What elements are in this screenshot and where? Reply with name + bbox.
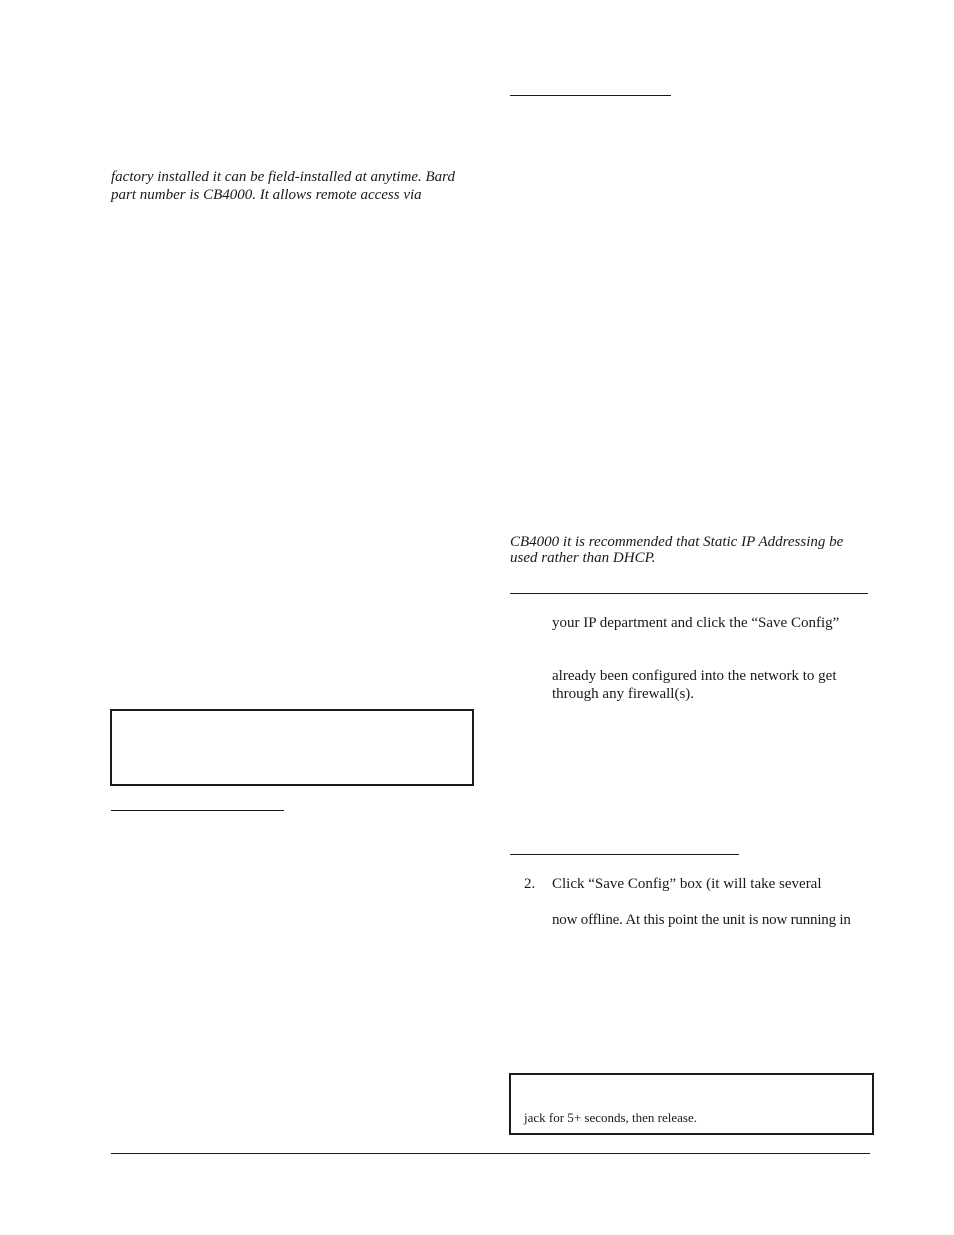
section-rule-top-right [510, 95, 671, 96]
step-text-save-config: your IP department and click the “Save Config” [552, 615, 840, 631]
left-note-line-2: part number is CB4000. It allows remote access via [111, 187, 422, 203]
section-rule-right-mid [510, 854, 739, 855]
footer-rule [111, 1153, 870, 1154]
step-text-network-line-2: through any firewall(s). [552, 686, 695, 702]
step-2-line-1: Click “Save Config” box (it will take several [552, 876, 822, 892]
right-note-line-2: used rather than DHCP. [510, 550, 656, 566]
step-2-line-2: now offline. At this point the unit is now running in [552, 912, 851, 928]
step-text-network-line-1: already been configured into the network to get [552, 668, 837, 684]
section-rule-right-long [510, 593, 868, 594]
section-rule-left [111, 810, 284, 811]
right-note-box [509, 1073, 874, 1135]
right-note-box-text: jack for 5+ seconds, then release. [524, 1110, 698, 1125]
right-note-line-1: CB4000 it is recommended that Static IP Addressing be [510, 534, 844, 550]
step-number-2: 2. [524, 876, 536, 892]
left-note-box [110, 709, 474, 786]
left-note-line-1: factory installed it can be field-installed at anytime. Bard [111, 169, 455, 185]
